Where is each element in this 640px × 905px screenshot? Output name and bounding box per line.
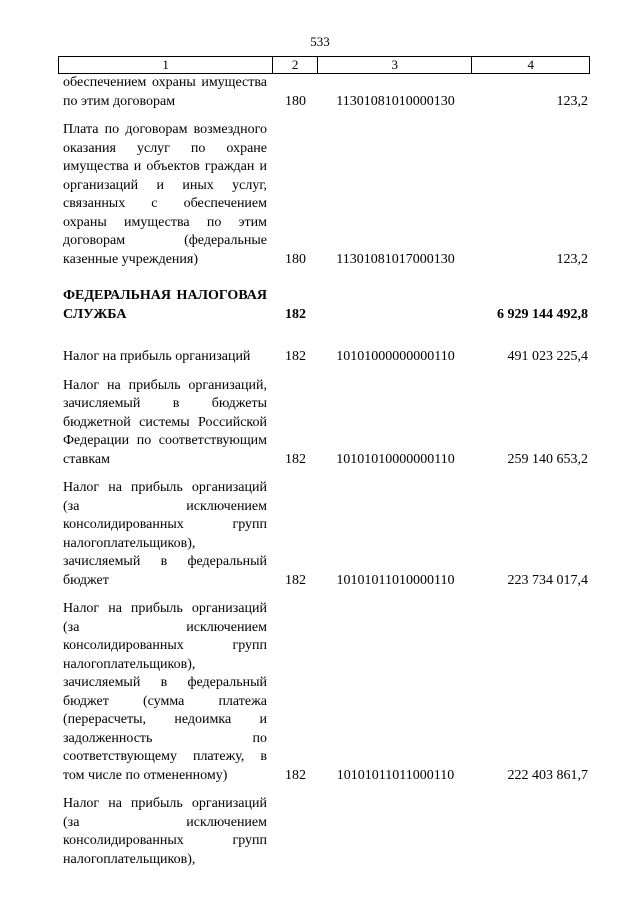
- row-amount: 123,2: [556, 251, 588, 267]
- row-name: ФЕДЕРАЛЬНАЯ НАЛОГОВАЯ СЛУЖБА: [63, 288, 267, 322]
- row-admin-code: 182: [285, 572, 306, 588]
- row-name: Плата по договорам возмездного оказания услуг по охране имущества и объектов граждан и организаций и иных услуг, связанных с обеспечением охраны имущества по этим договорам (федеральные казенные учреждения): [63, 122, 267, 267]
- row-kbk-code: 11301081017000130: [336, 251, 455, 267]
- row-name: обеспечением охраны имущества по этим договорам: [63, 75, 267, 109]
- table-row: [58, 795, 590, 869]
- table-row: [58, 479, 590, 590]
- row-name: Налог на прибыль организаций (за исключением консолидированных групп налогоплательщиков),: [63, 796, 267, 867]
- row-name: Налог на прибыль организаций, зачисляемый в бюджеты бюджетной системы Российской Федерации по соответствующим ставкам: [63, 377, 267, 467]
- row-admin-code: 182: [285, 349, 306, 364]
- row-admin-code: 180: [285, 251, 306, 267]
- table-row: [58, 121, 590, 269]
- row-amount: 222 403 861,7: [507, 767, 588, 783]
- row-kbk-code: 10101011011000110: [336, 767, 455, 783]
- row-amount: 491 023 225,4: [507, 349, 588, 364]
- table-body: [58, 74, 590, 869]
- header-col-4: 4: [527, 57, 534, 72]
- row-kbk-code: 10101010000000110: [336, 451, 455, 467]
- table-row: [58, 287, 590, 324]
- row-amount: 6 929 144 492,8: [497, 306, 588, 322]
- header-col-3: 3: [318, 57, 472, 73]
- row-name: Налог на прибыль организаций: [63, 349, 251, 364]
- row-admin-code: 182: [285, 451, 306, 467]
- header-col-2: 2: [273, 57, 318, 73]
- page-number: 533: [310, 34, 330, 49]
- row-admin-code: 182: [285, 767, 306, 783]
- row-kbk-code: 11301081010000130: [336, 93, 455, 109]
- row-amount: 223 734 017,4: [507, 572, 588, 588]
- row-name: Налог на прибыль организаций (за исключением консолидированных групп налогоплательщиков), зачисляемый в федеральный бюджет: [63, 480, 267, 588]
- table-header: [58, 56, 590, 74]
- row-admin-code: 182: [285, 306, 306, 322]
- row-kbk-code: 10101000000000110: [336, 349, 455, 364]
- table-row: [58, 377, 590, 470]
- row-admin-code: 180: [285, 93, 306, 109]
- table-row: [58, 600, 590, 785]
- table-row: [58, 348, 590, 367]
- row-amount: 259 140 653,2: [507, 451, 588, 467]
- row-name: Налог на прибыль организаций (за исключением консолидированных групп налогоплательщиков), зачисляемый в федеральный бюджет (сумма платежа (перерасчеты, недоимка и задолженность по соответствующему платежу, в том числе по отмененному): [63, 601, 267, 783]
- row-kbk-code: 10101011010000110: [336, 572, 455, 588]
- header-col-1: 1: [59, 57, 273, 73]
- row-amount: 123,2: [556, 93, 588, 109]
- table-row: [58, 74, 590, 111]
